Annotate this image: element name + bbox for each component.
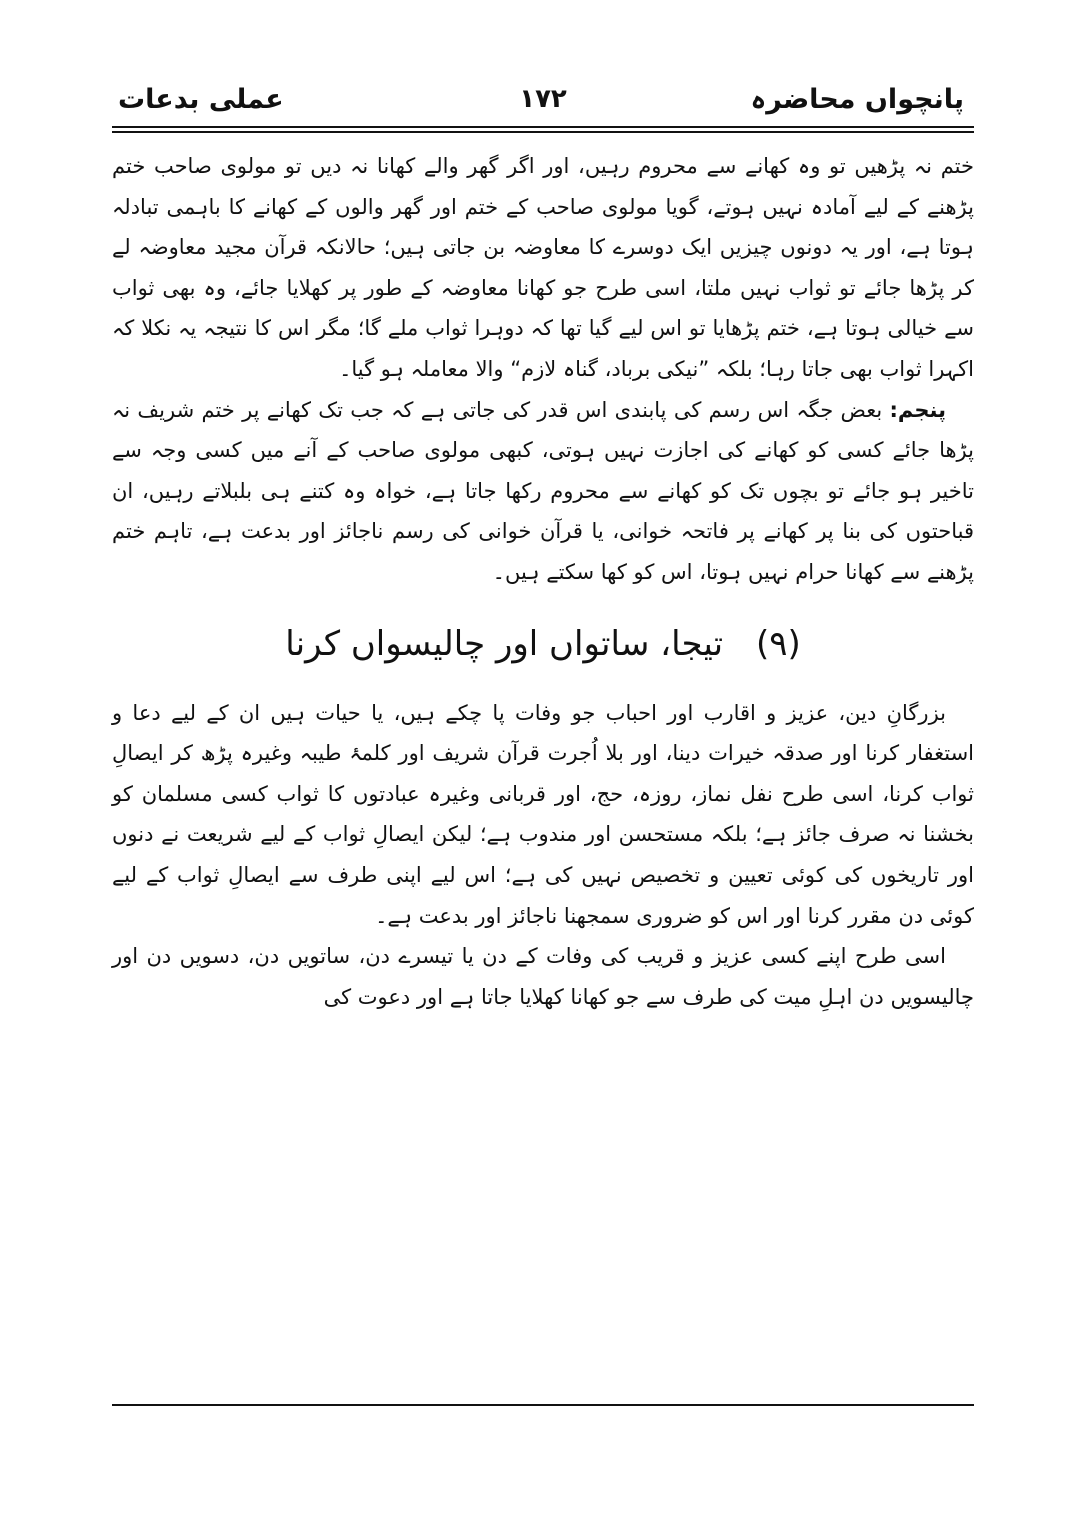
section-number: (۹) xyxy=(755,623,801,664)
lecture-title: پانچواں محاضرہ xyxy=(750,84,964,115)
section-heading xyxy=(112,619,974,669)
body-text xyxy=(112,146,974,1017)
header-rule-top xyxy=(112,126,974,128)
footer-rule xyxy=(112,1404,974,1406)
page-number: ۱۷۲ xyxy=(519,84,567,114)
chapter-title: عملی بدعات xyxy=(118,84,284,115)
paragraph-1: ختم نہ پڑھیں تو وہ کھانے سے محروم رہیں، اور اگر گھر والے کھانا نہ دیں تو مولوی صاحب ختم پڑھنے کے لیے آمادہ نہیں ہوتے، گویا مولوی صاحب کے ختم اور گھر والوں کے کھانے کا باہمی تبادلہ ہوتا ہے، اور یہ دونوں چیزیں ایک دوسرے کا معاوضہ بن جاتی ہیں؛ حالانکہ قرآن مجید معاوضہ لے کر پڑھا جائے تو ثواب نہیں ملتا، اسی طرح جو کھانا معاوضہ کے طور پر کھلایا جائے، وہ بھی ثواب سے خیالی ہوتا ہے، ختم پڑھایا تو اس لیے گیا تھا کہ دوہرا ثواب ملے گا؛ مگر اس کا نتیجہ یہ نکلا کہ اکہرا ثواب بھی جاتا رہا؛ بلکہ ”نیکی برباد، گناہ لازم“ والا معاملہ ہو گیا۔ xyxy=(112,154,974,381)
paragraph-4: اسی طرح اپنے کسی عزیز و قریب کی وفات کے دن یا تیسرے دن، ساتویں دن، دسویں دن اور چالیسویں دن اہلِ میت کی طرف سے جو کھانا کھلایا جاتا ہے اور دعوت کی xyxy=(112,944,974,1009)
paragraph-2 xyxy=(112,390,974,593)
paragraph-3: بزرگانِ دین، عزیز و اقارب اور احباب جو وفات پا چکے ہیں، یا حیات ہیں ان کے لیے دعا و استغفار کرنا اور صدقہ خیرات دینا، اور بلا اُجرت قرآن شریف اور کلمۂ طیبہ وغیرہ پڑھ کر ایصالِ ثواب کرنا، اسی طرح نفل نماز، روزہ، حج، اور قربانی وغیرہ عبادتوں کا ثواب کسی مسلمان کو بخشنا نہ صرف جائز ہے؛ بلکہ مستحسن اور مندوب ہے؛ لیکن ایصالِ ثواب کے لیے شریعت نے دنوں اور تاریخوں کی کوئی تعیین و تخصیص نہیں کی ہے؛ اس لیے اپنی طرف سے ایصالِ ثواب کے لیے کوئی دن مقرر کرنا اور اس کو ضروری سمجھنا ناجائز اور بدعت ہے۔ xyxy=(112,700,974,928)
paragraph-2-text: بعض جگہ اس رسم کی پابندی اس قدر کی جاتی ہے کہ جب تک کھانے پر ختم شریف نہ پڑھا جائے کسی کو کھانے کی اجازت نہیں ہوتی، کبھی مولوی صاحب کے آنے میں کسی وجہ سے تاخیر ہو جائے تو بچوں تک کو کھانے سے محروم رکھا جاتا ہے، خواہ وہ کتنے ہی بلبلاتے رہیں، ان قباحتوں کی بنا پر کھانے پر فاتحہ خوانی، یا قرآن خوانی کی رسم ناجائز اور بدعت ہے، تاہم ختم پڑھنے سے کھانا حرام نہیں ہوتا، اس کو کھا سکتے ہیں۔ xyxy=(112,397,974,584)
paragraph-2-label: پنجم: xyxy=(889,397,946,422)
header-rule-bottom xyxy=(112,131,974,133)
section-title: تیجا، ساتواں اور چالیسواں کرنا xyxy=(285,623,724,664)
page-header xyxy=(118,78,968,128)
